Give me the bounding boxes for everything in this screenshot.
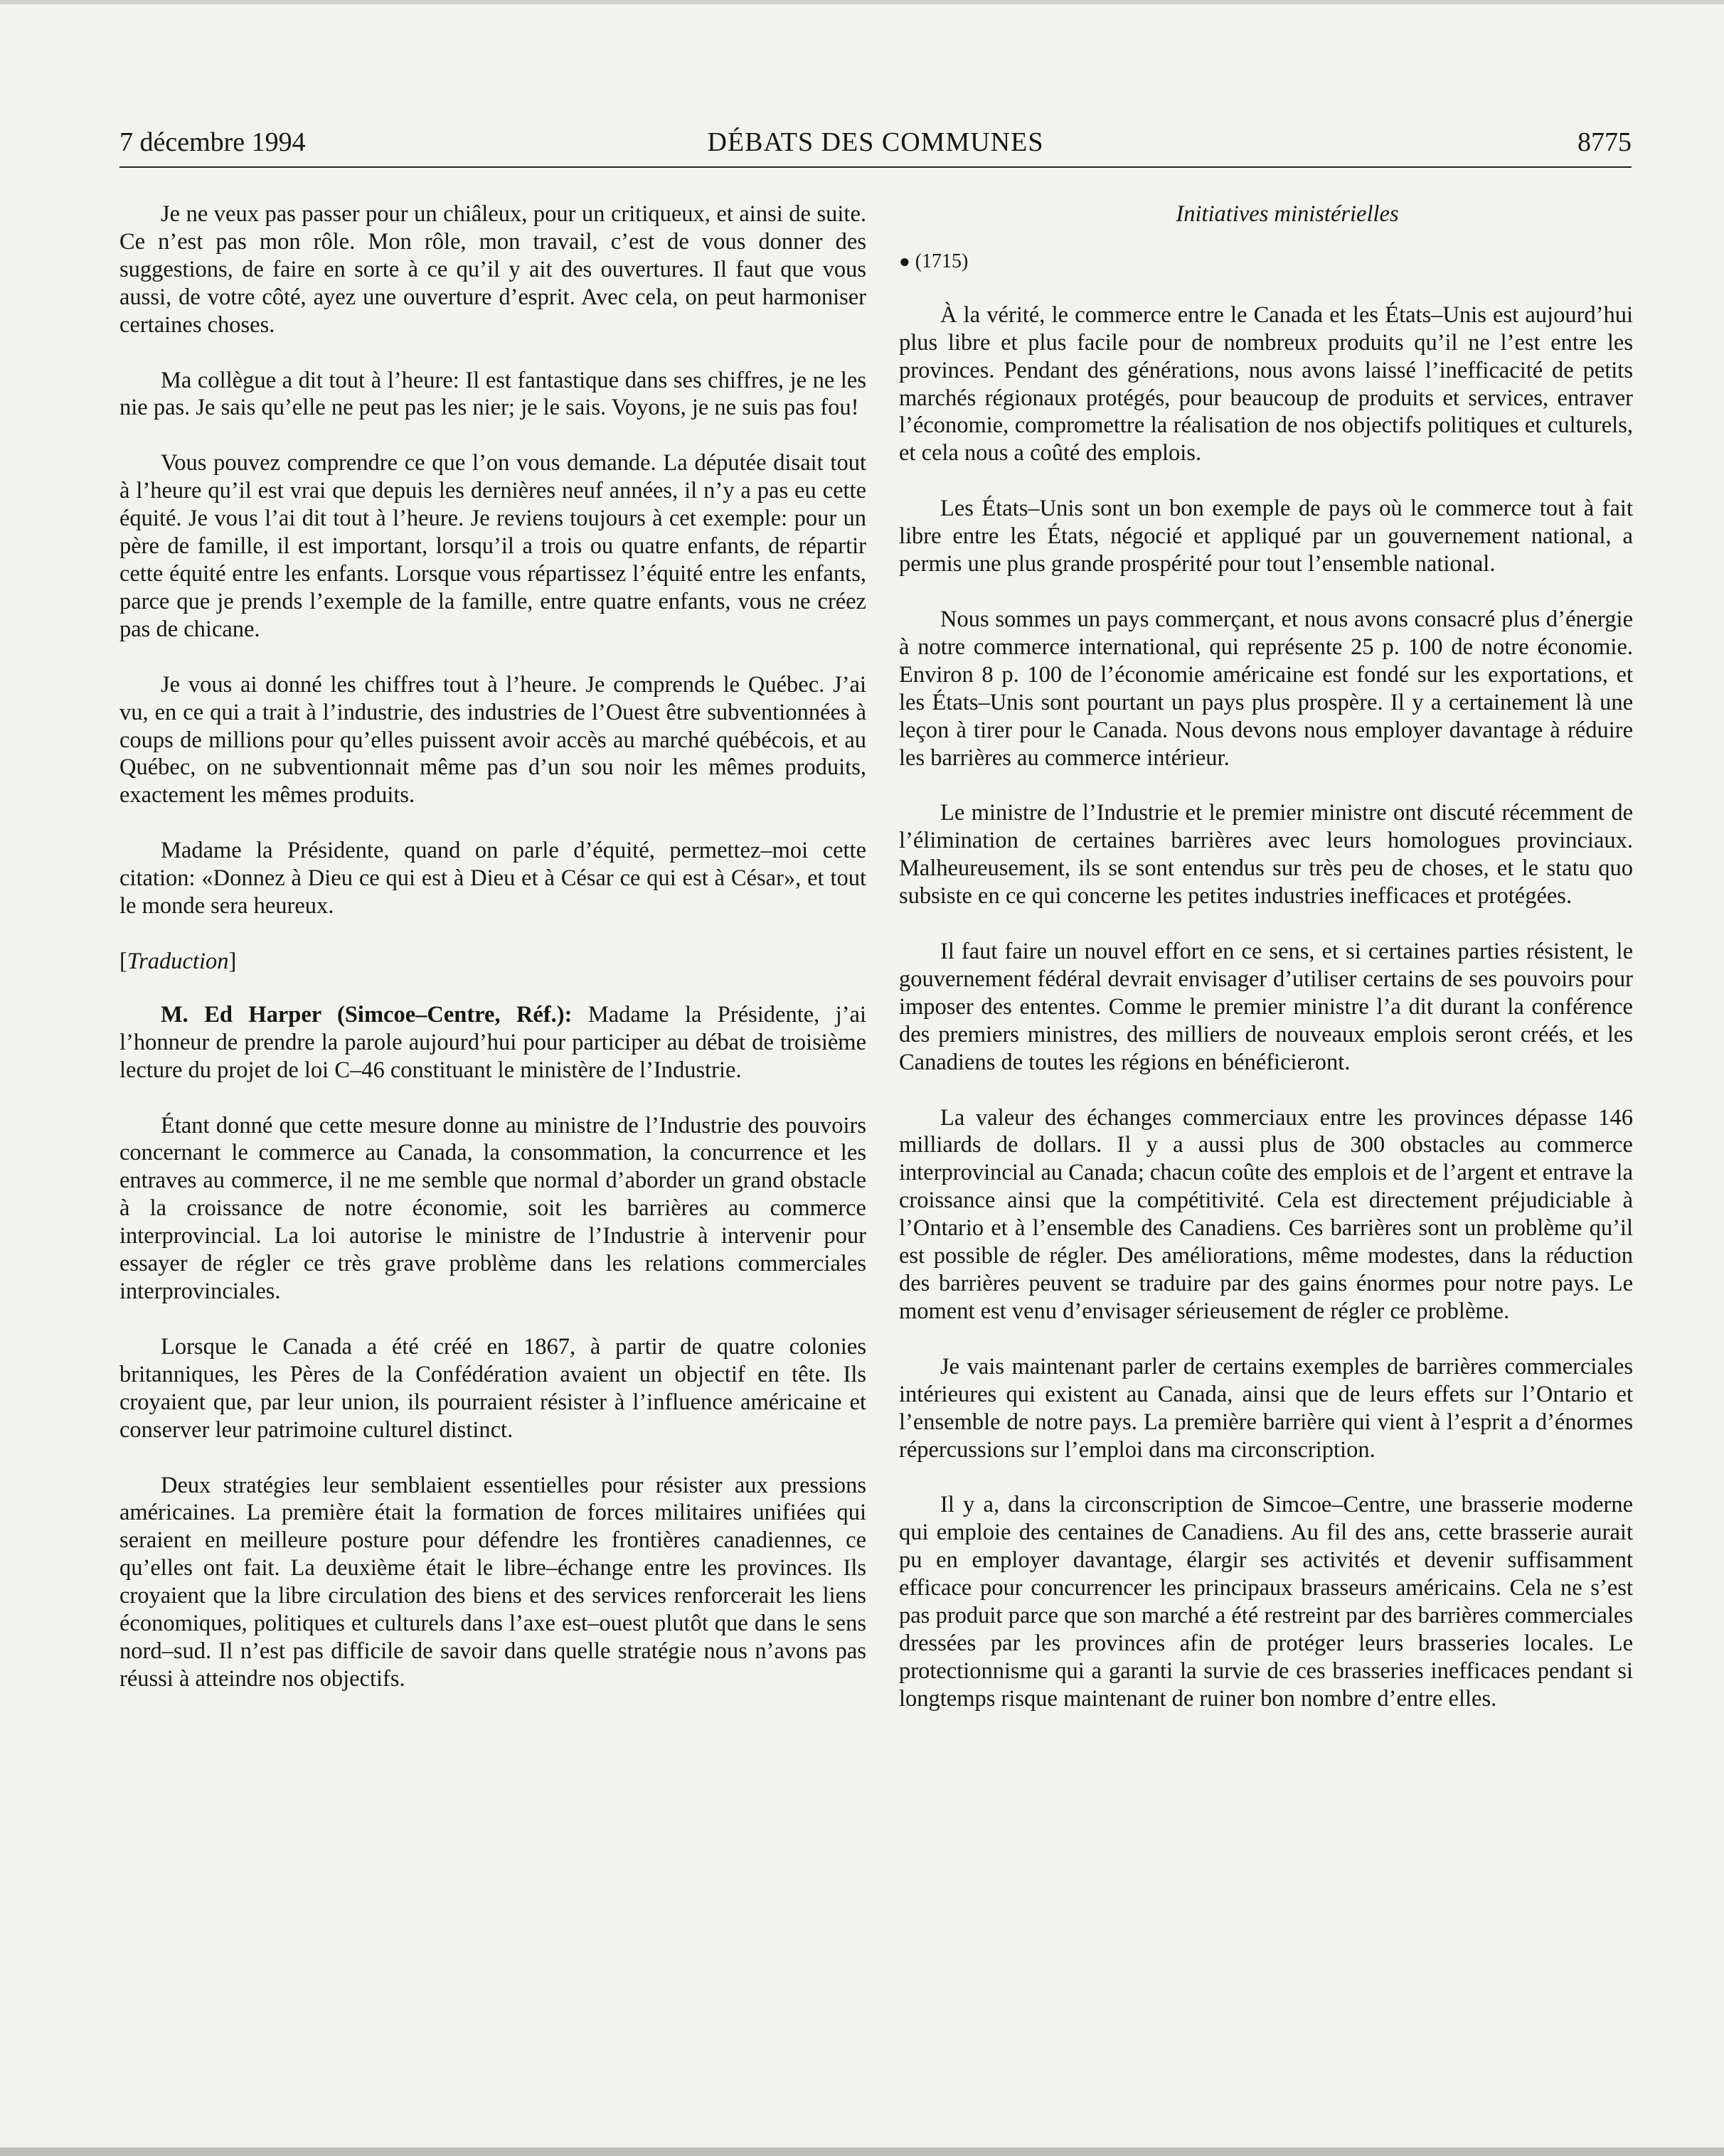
scan-top-edge [0,0,1724,4]
paragraph: La valeur des échanges commerciaux entre les provinces dépasse 146 milliards de dollars. Il y a aussi plus de 300 obstacles au commerce interprovincial au Canada; chacun coûte des emplois et de l’argent et entrave la croissance ainsi que la compétitivité. Cela est directement préjudiciable à l’Ontario et à l’ensemble des Canadiens. Ces barrières sont un problème qu’il est possible de régler. Des améliorations, même modestes, dans la réduction des barrières peuvent se traduire par des gains énormes pour notre pays. Le moment est venu d’envisager sérieusement de régler ce problème. [899,1104,1633,1324]
header-date: 7 décembre 1994 [119,127,306,157]
paragraph: Madame la Présidente, quand on parle d’équité, permettez–moi cette citation: «Donnez à Dieu ce qui est à Dieu et à César ce qui est à César», et tout le monde sera heureux. [119,838,866,919]
paragraph: Deux stratégies leur semblaient essentielles pour résister aux pressions américaines. La première était la formation de forces militaires unifiées qui seraient en meilleure posture pour défendre les frontières canadiennes, ce qu’elles ont fait. La deuxième était le libre–échange entre les provinces. Ils croyaient que la libre circulation des biens et des services renforcerait les liens économiques, politiques et culturels dans l’axe est–ouest plutôt que dans le sens nord–sud. Il n’est pas difficile de savoir dans quelle stratégie nous n’avons pas réussi à atteindre nos objectifs. [119,1472,866,1692]
paragraph: Nous sommes un pays commerçant, et nous avons consacré plus d’énergie à notre commerce international, qui représente 25 p. 100 de notre économie. Environ 8 p. 100 de l’économie américaine est fondé sur les exportations, et les États–Unis sont pourtant un pays plus prospère. Il y a certainement là une leçon à tirer pour le Canada. Nous devons nous employer davantage à réduire les barrières au commerce intérieur. [899,606,1633,771]
paragraph: Il y a, dans la circonscription de Simcoe–Centre, une brasserie moderne qui emploie des centaines de Canadiens. Au fil des ans, cette brasserie aurait pu en employer davantage, élargir ses activités et devenir suffisamment efficace pour concurrencer les principaux brasseurs américains. Cela ne s’est pas produit parce que son marché a été restreint par des barrières commerciales dressées par les provinces afin de protéger leurs brasseries locales. Le protectionnisme qui a garanti la survie de ces brasseries inefficaces pendant si longtemps risque maintenant de ruiner bon nombre d’entre elles. [899,1492,1633,1712]
translation-marker: [Traduction] [119,948,237,974]
speaker-name: M. Ed Harper (Simcoe–Centre, Réf.): [161,1001,573,1028]
paragraph: Je ne veux pas passer pour un chiâleux, pour un critiqueux, et ainsi de suite. Ce n’est pas mon rôle. Mon rôle, mon travail, c’est de vous donner des suggestions, de faire en sorte à ce qu’il y ait des ouvertures. Il faut que vous aussi, de votre côté, ayez une ouverture d’esprit. Avec cela, on peut harmoniser certaines choses. [119,201,866,338]
paragraph: Le ministre de l’Industrie et le premier ministre ont discuté récemment de l’élimination de certaines barrières avec leurs homologues provinciaux. Malheureusement, ils se sont entendus sur très peu de choses, et le statu quo subsiste en ce qui concerne les petites industries inefficaces et protégées. [899,800,1633,909]
section-title: Initiatives ministérielles [1176,201,1399,227]
scan-bottom-edge [0,2147,1724,2156]
translation-label: Traduction [127,948,229,974]
paragraph: Ma collègue a dit tout à l’heure: Il est fantastique dans ses chiffres, je ne les nie pas. Je sais qu’elle ne peut pas les nier; je le sais. Voyons, je ne suis pas fou! [119,367,866,421]
speaker-text: Madame la Présidente, j’ai l’honneur de prendre la parole aujourd’hui pour participer au débat de troisième lecture du projet de loi C–46 constituant le ministère de l’Industrie. [119,1001,866,1083]
right-column [899,201,1633,1713]
time-marker [899,248,1633,276]
time-marker-text: (1715) [915,250,969,272]
header-page-number: 8775 [1577,127,1632,157]
paragraph: Je vais maintenant parler de certains exemples de barrières commerciales intérieures qui existent au Canada, ainsi que de leurs effets sur l’Ontario et l’ensemble de notre pays. La première barrière qui vient à l’esprit a d’énormes répercussions sur l’emploi dans ma circonscription. [899,1353,1633,1463]
bullet-icon: ● [899,250,910,272]
speaker-paragraph [119,1001,866,1084]
paragraph: Il faut faire un nouvel effort en ce sens, et si certaines parties résistent, le gouvernement fédéral devrait envisager d’utiliser certains de ses pouvoirs pour imposer des ententes. Comme le premier ministre l’a dit durant la conférence des premiers ministres, des milliers de nouveaux emplois seront créés, et les Canadiens de toutes les régions en bénéficieront. [899,939,1633,1075]
left-column [119,201,866,1693]
paragraph: À la vérité, le commerce entre le Canada et les États–Unis est aujourd’hui plus libre et plus facile pour de nombreux produits qu’il ne l’est entre les provinces. Pendant des générations, nous avons laissé l’inefficacité de petits marchés régionaux protégés, pour beaucoup de produits et services, entraver l’économie, compromettre la réalisation de nos objectifs politiques et culturels, et cela nous a coûté des emplois. [899,301,1633,466]
paragraph: Les États–Unis sont un bon exemple de pays où le commerce tout à fait libre entre les États, négocié et appliqué par un gouvernement national, a permis une plus grande prospérité pour tout l’ensemble national. [899,496,1633,577]
paragraph: Je vous ai donné les chiffres tout à l’heure. Je comprends le Québec. J’ai vu, en ce qui a trait à l’industrie, des industries de l’Ouest être subventionnées à coups de millions pour qu’elles puissent avoir accès au marché québécois, et au Québec, on ne subventionnait même pas d’un sou noir les mêmes produits, exactement les mêmes produits. [119,671,866,808]
paragraph: Étant donné que cette mesure donne au ministre de l’Industrie des pouvoirs concernant le commerce au Canada, la consommation, la concurrence et les entraves au commerce, il ne me semble que normal d’aborder un grand obstacle à la croissance de notre économie, soit les barrières au commerce interprovincial. La loi autorise le ministre de l’Industrie à intervenir pour essayer de régler ce très grave problème dans les relations commerciales interprovinciales. [119,1112,866,1304]
header-rule [119,166,1632,168]
page-header [119,121,1632,164]
paragraph: Lorsque le Canada a été créé en 1867, à partir de quatre colonies britanniques, les Pères de la Confédération avaient un objectif en tête. Ils croyaient que, par leur union, ils pourraient résister à l’influence américaine et conserver leur patrimoine culturel distinct. [119,1333,866,1443]
paragraph: Vous pouvez comprendre ce que l’on vous demande. La députée disait tout à l’heure qu’il est vrai que depuis les dernières neuf années, il n’y a pas eu cette équité. Je vous l’ai dit tout à l’heure. Je reviens toujours à cet exemple: pour un père de famille, il est important, lorsqu’il a trois ou quatre enfants, de répartir cette équité entre les enfants. Lorsque vous répartissez l’équité entre les enfants, parce que je prends l’exemple de la famille, entre quatre enfants, vous ne créez pas de chicane. [119,450,866,642]
header-publication: DÉBATS DES COMMUNES [707,127,1044,157]
